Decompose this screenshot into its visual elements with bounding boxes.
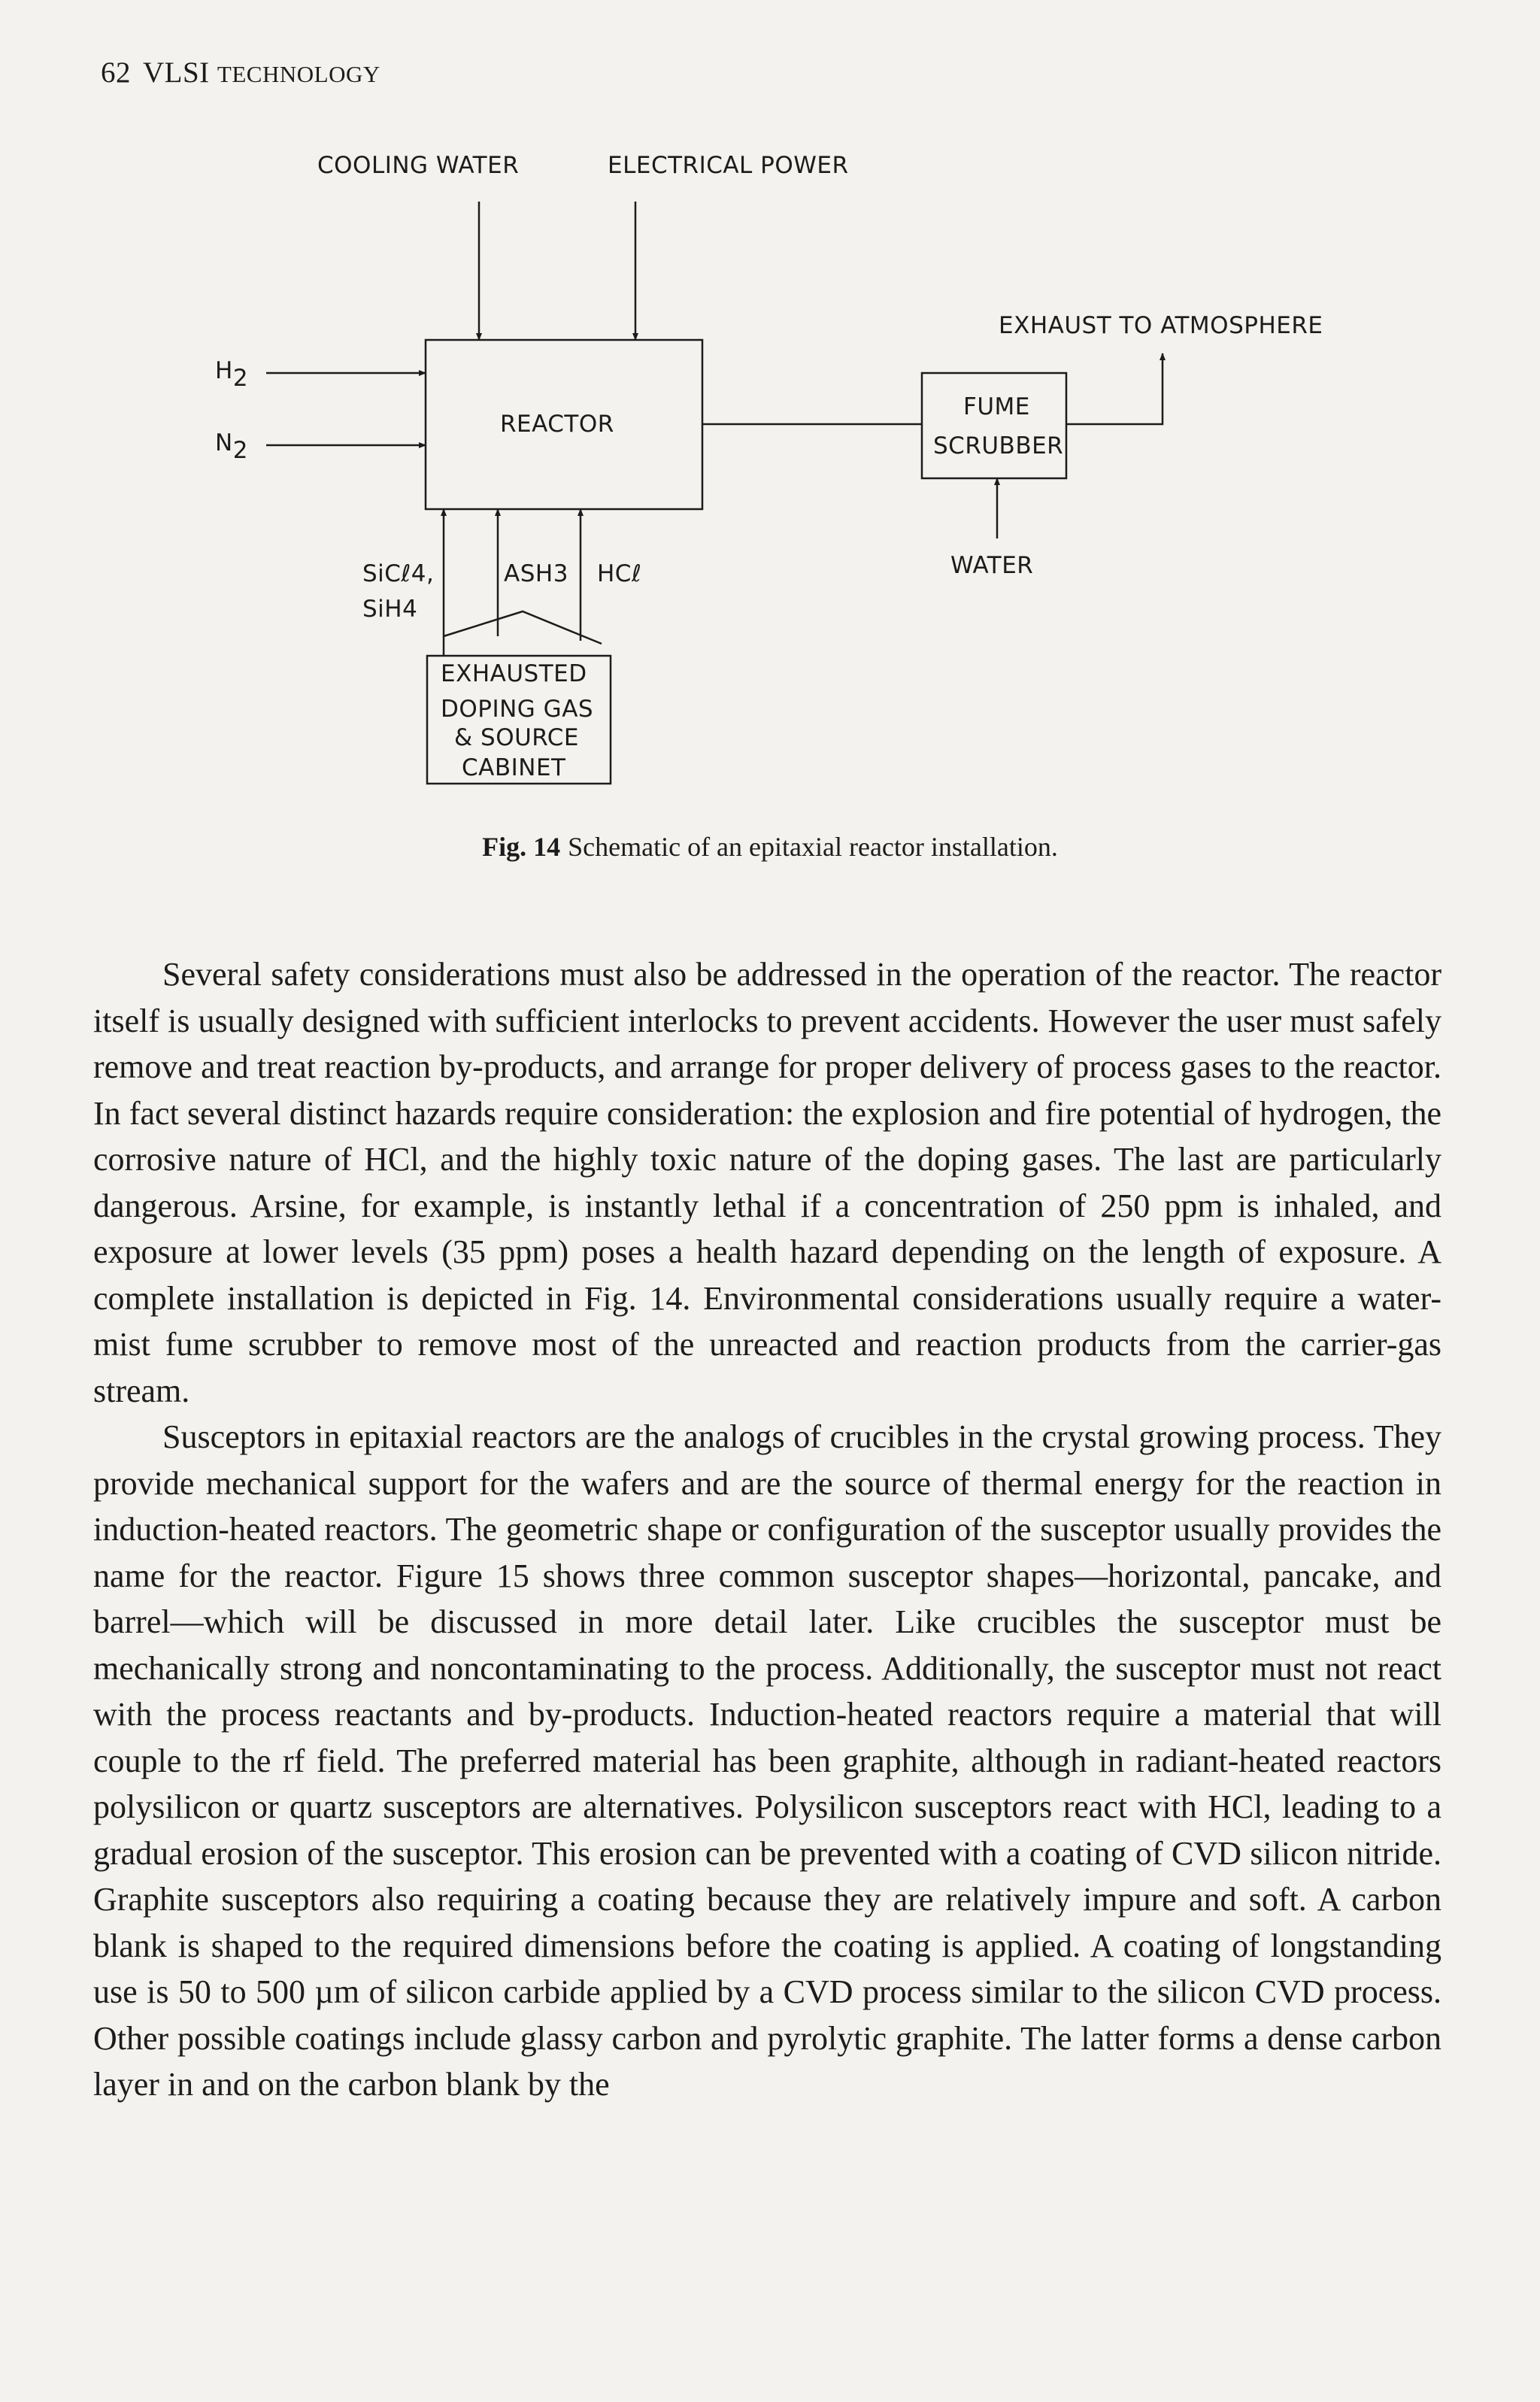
label-n2: N2 [215,429,248,464]
figure-14-schematic [0,0,1540,887]
label-h2: H2 [215,357,249,392]
exhaust-arrow [1066,353,1163,424]
label-cooling-water: COOLING WATER [317,152,520,179]
label-scrubber: SCRUBBER [933,432,1064,459]
label-fume: FUME [963,393,1030,420]
paragraph: Several safety considerations must also be addressed in the operation of the reactor. The reactor itself is usually designed with sufficient interlocks to prevent accidents. However the user must safely remove and treat reaction by-products, and arrange for proper delivery of process gases to the reactor. In fact several distinct hazards require consideration: the explosion and fire potential of hydrogen, the corrosive nature of HCl, and the highly toxic nature of the doping gases. The last are particularly dangerous. Arsine, for example, is instantly lethal if a concentration of 250 ppm is inhaled, and exposure at lower levels (35 ppm) poses a health hazard depending on the length of exposure. A complete installation is depicted in Fig. 14. Environmental considerations usually require a water-mist fume scrubber to remove most of the unreacted and reaction products from the carrier-gas stream. [93,956,1441,1409]
label-electrical-power: ELECTRICAL POWER [608,152,849,179]
label-hcl: HCℓ [597,560,642,587]
caption-label: Fig. 14 [482,832,561,862]
label-ash3: ASH3 [504,560,568,587]
page-number: 62 [101,56,131,89]
figure-caption [0,831,1540,863]
label-cabinet-line2: DOPING GAS [441,696,594,723]
paragraph: Susceptors in epitaxial reactors are the analogs of crucibles in the crystal growing process. They provide mechanical support for the wafers and are the source of thermal energy for the reaction in induction-heated reactors. The geometric shape or configuration of the susceptor usually provides the name for the reactor. Figure 15 shows three common susceptor shapes—horizontal, pancake, and barrel—which will be discussed in more detail later. Like crucibles the susceptor must be mechanically strong and noncontaminating to the process. Additionally, the susceptor must not react with the process reactants and by-products. Induction-heated reactors require a material that will couple to the rf field. The preferred material has been graphite, although in radiant-heated reactors polysilicon or quartz susceptors are alternatives. Polysilicon susceptors react with HCl, leading to a gradual erosion of the susceptor. This erosion can be prevented with a coating of CVD silicon nitride. Graphite susceptors also requiring a coating because they are relatively impure and soft. A carbon blank is shaped to the required dimensions before the coating is applied. A coating of longstanding use is 50 to 500 µm of silicon carbide applied by a CVD process similar to the silicon CVD process. Other possible coatings include glassy carbon and pyrolytic graphite. The latter forms a dense carbon layer in and on the carbon blank by the [93,1418,1441,2103]
running-title-prefix: VLSI [143,56,210,89]
label-sih4: SiH4 [362,596,418,623]
running-title-main: TECHNOLOGY [217,61,380,87]
fume-scrubber-box [922,373,1066,478]
label-sicl4: SiCℓ4, [362,560,435,587]
label-cabinet-line4: CABINET [462,754,566,781]
label-cabinet-line3: & SOURCE [454,724,580,751]
cabinet-roof [444,611,602,644]
label-exhaust: EXHAUST TO ATMOSPHERE [999,312,1323,339]
label-cabinet-line1: EXHAUSTED [441,660,587,687]
body-text [93,951,1441,2108]
label-reactor: REACTOR [500,411,614,438]
label-water: WATER [950,552,1034,579]
caption-text: Schematic of an epitaxial reactor installation. [568,832,1058,862]
